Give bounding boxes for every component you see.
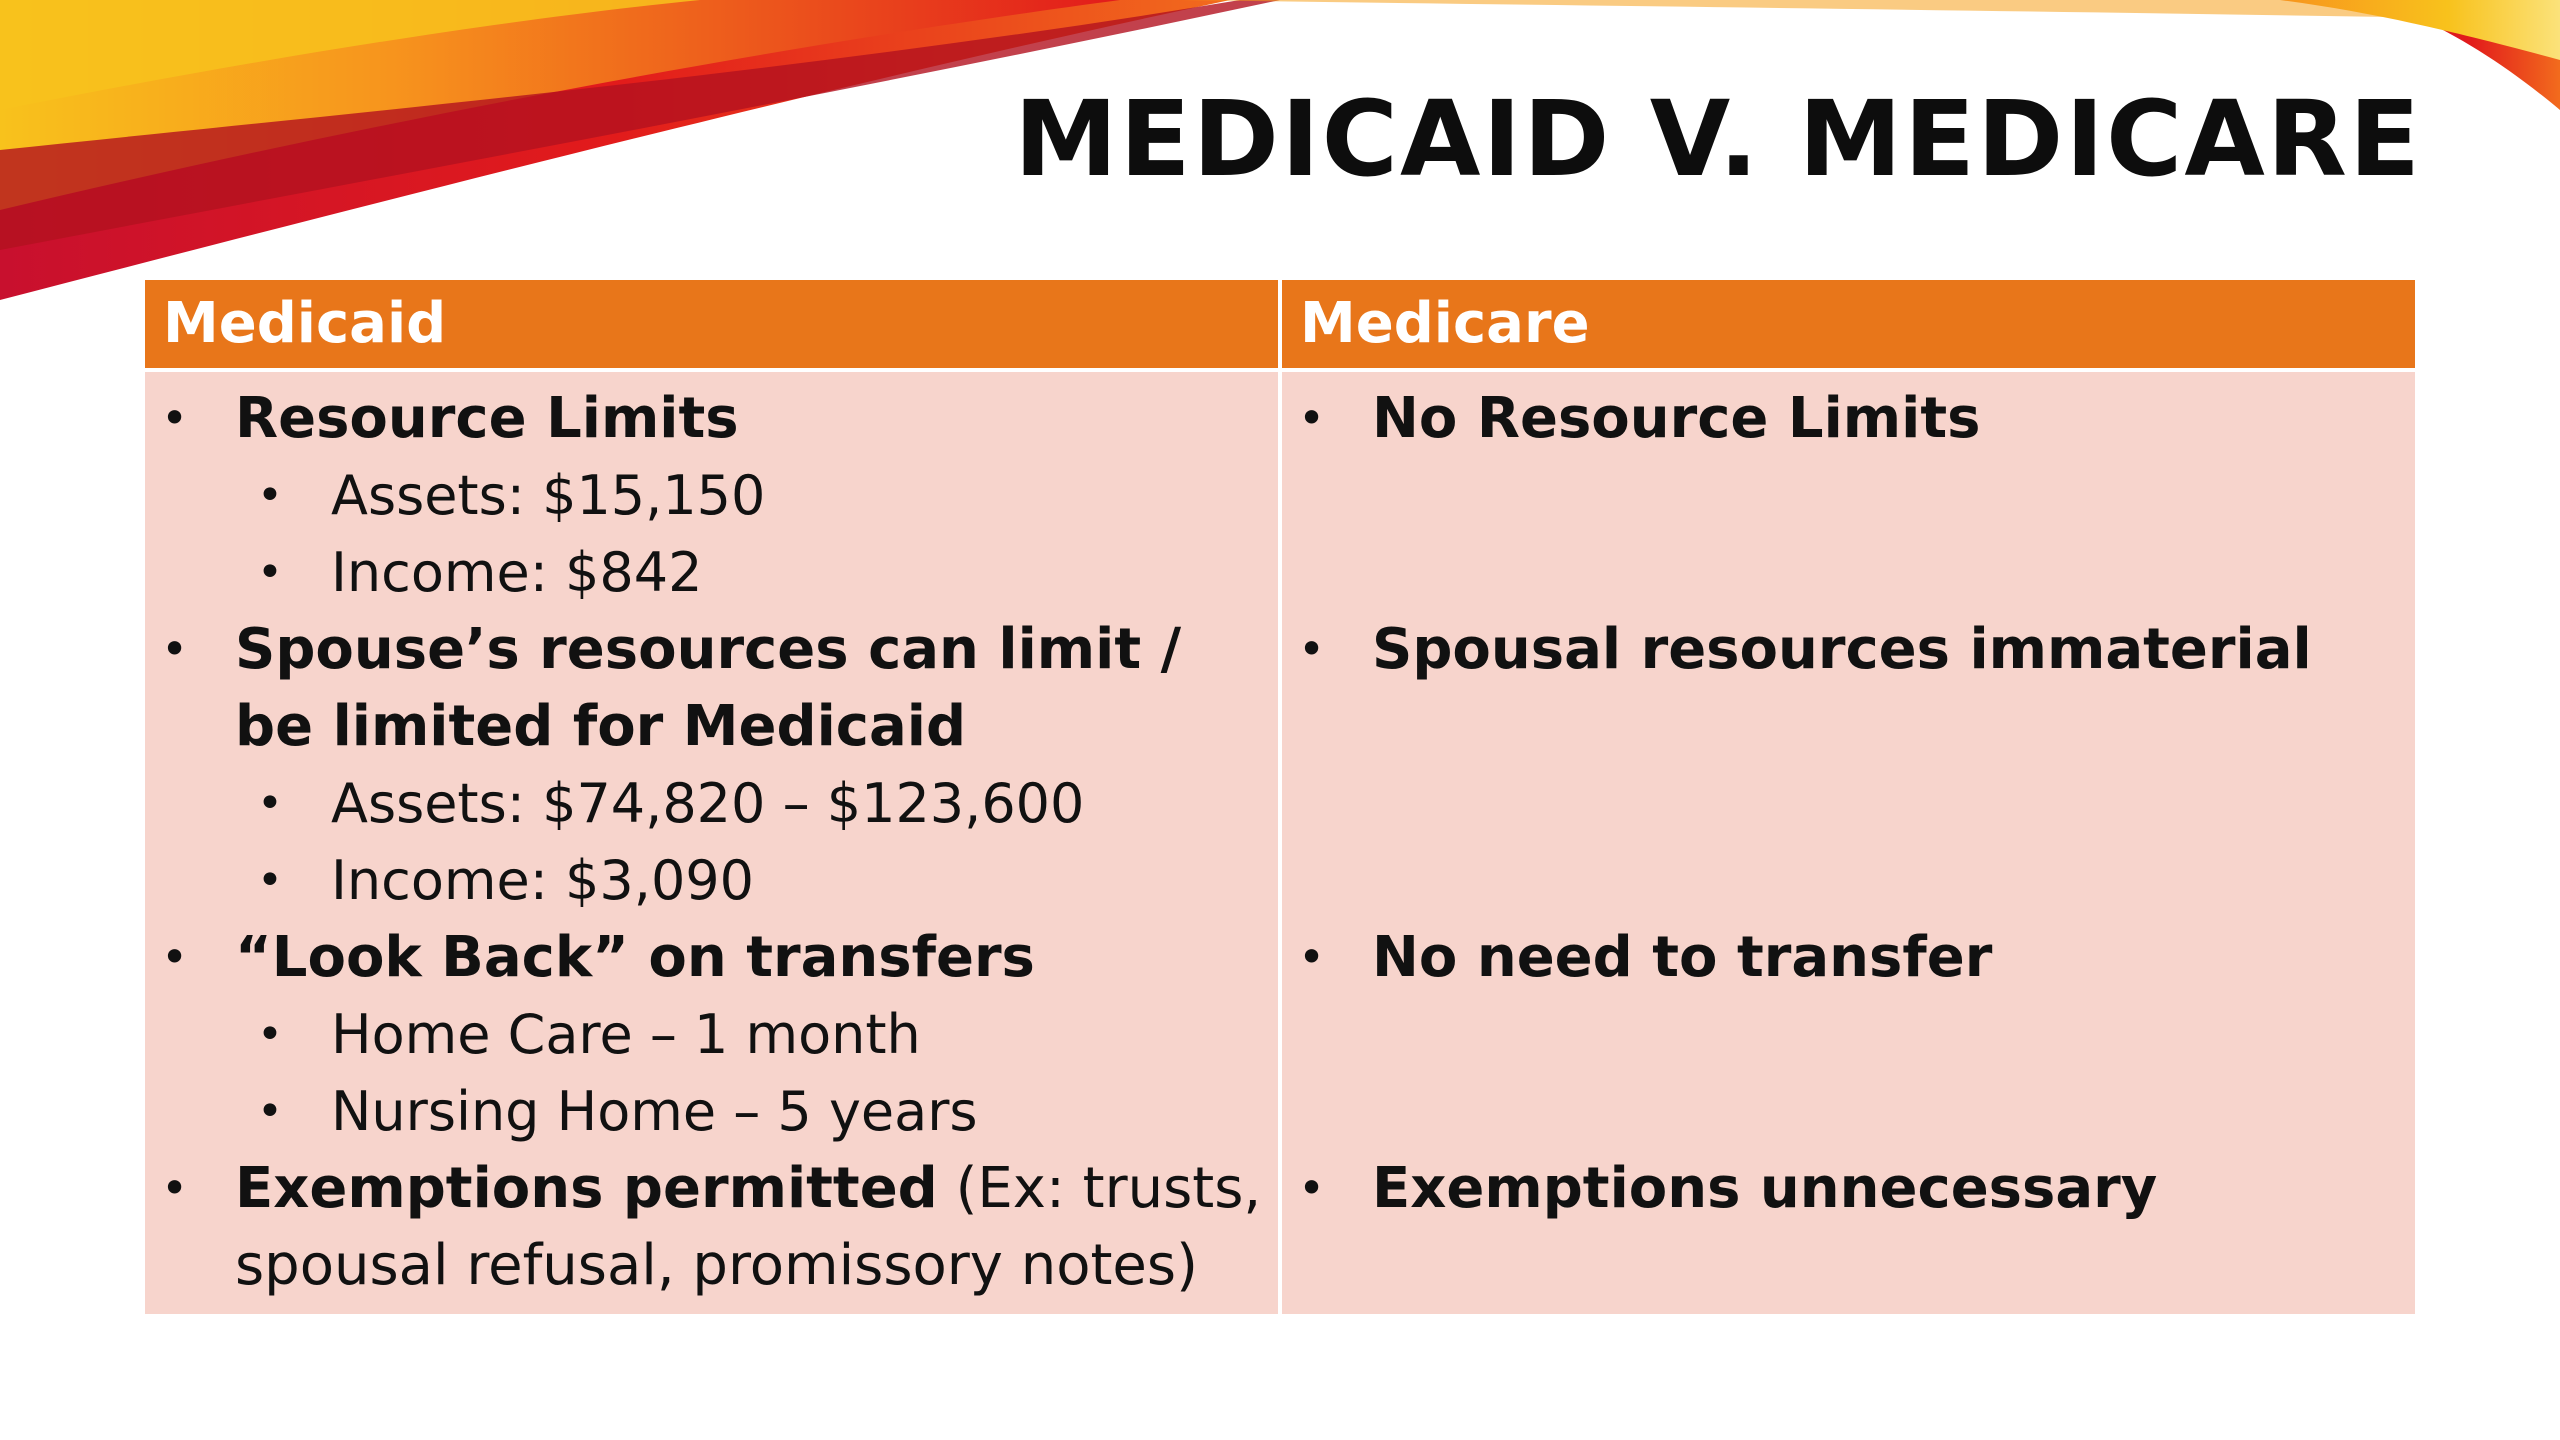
- medicaid-header: Medicaid: [145, 280, 1278, 368]
- medicare-transfer-label: No need to transfer: [1372, 925, 1993, 990]
- medicaid-resource-limits: [145, 380, 1278, 457]
- medicare-spouse-resources: [1282, 611, 2415, 688]
- medicaid-look-back: [145, 919, 1278, 996]
- medicaid-exemptions-detail: (Ex: trusts, spousal refusal, promissory notes): [235, 1156, 1262, 1298]
- medicare-cell: [1282, 372, 2415, 1314]
- medicare-column: [1282, 280, 2415, 1314]
- medicaid-exemptions-label: Exemptions permitted: [235, 1156, 938, 1221]
- medicaid-income-limit: • Income: $842: [145, 534, 1278, 611]
- medicare-resource-limits-label: No Resource Limits: [1372, 386, 1981, 451]
- medicaid-assets-limit: • Assets: $15,150: [145, 457, 1278, 534]
- medicaid-exemptions: [145, 1150, 1278, 1304]
- medicaid-spouse-income: • Income: $3,090: [145, 842, 1278, 919]
- medicare-spouse-label: Spousal resources immaterial: [1372, 617, 2312, 682]
- medicare-exemptions-label: Exemptions unnecessary: [1372, 1156, 2158, 1221]
- medicaid-spouse-resources: [145, 611, 1278, 765]
- page-title: MEDICAID V. MEDICARE: [1014, 78, 2422, 200]
- medicaid-nursing-home: • Nursing Home – 5 years: [145, 1073, 1278, 1150]
- medicaid-home-care: • Home Care – 1 month: [145, 996, 1278, 1073]
- medicaid-column: [145, 280, 1278, 1314]
- comparison-table: [145, 280, 2415, 1314]
- medicaid-look-back-label: “Look Back” on transfers: [235, 925, 1035, 990]
- medicaid-resource-limits-label: Resource Limits: [235, 386, 739, 451]
- medicare-exemptions: [1282, 1150, 2415, 1227]
- medicare-resource-limits: [1282, 380, 2415, 457]
- medicaid-cell: [145, 372, 1278, 1314]
- medicaid-spouse-assets: • Assets: $74,820 – $123,600: [145, 765, 1278, 842]
- medicaid-spouse-label: Spouse’s resources can limit / be limited for Medicaid: [235, 617, 1182, 759]
- medicare-transfer: [1282, 919, 2415, 996]
- medicare-header: Medicare: [1282, 280, 2415, 368]
